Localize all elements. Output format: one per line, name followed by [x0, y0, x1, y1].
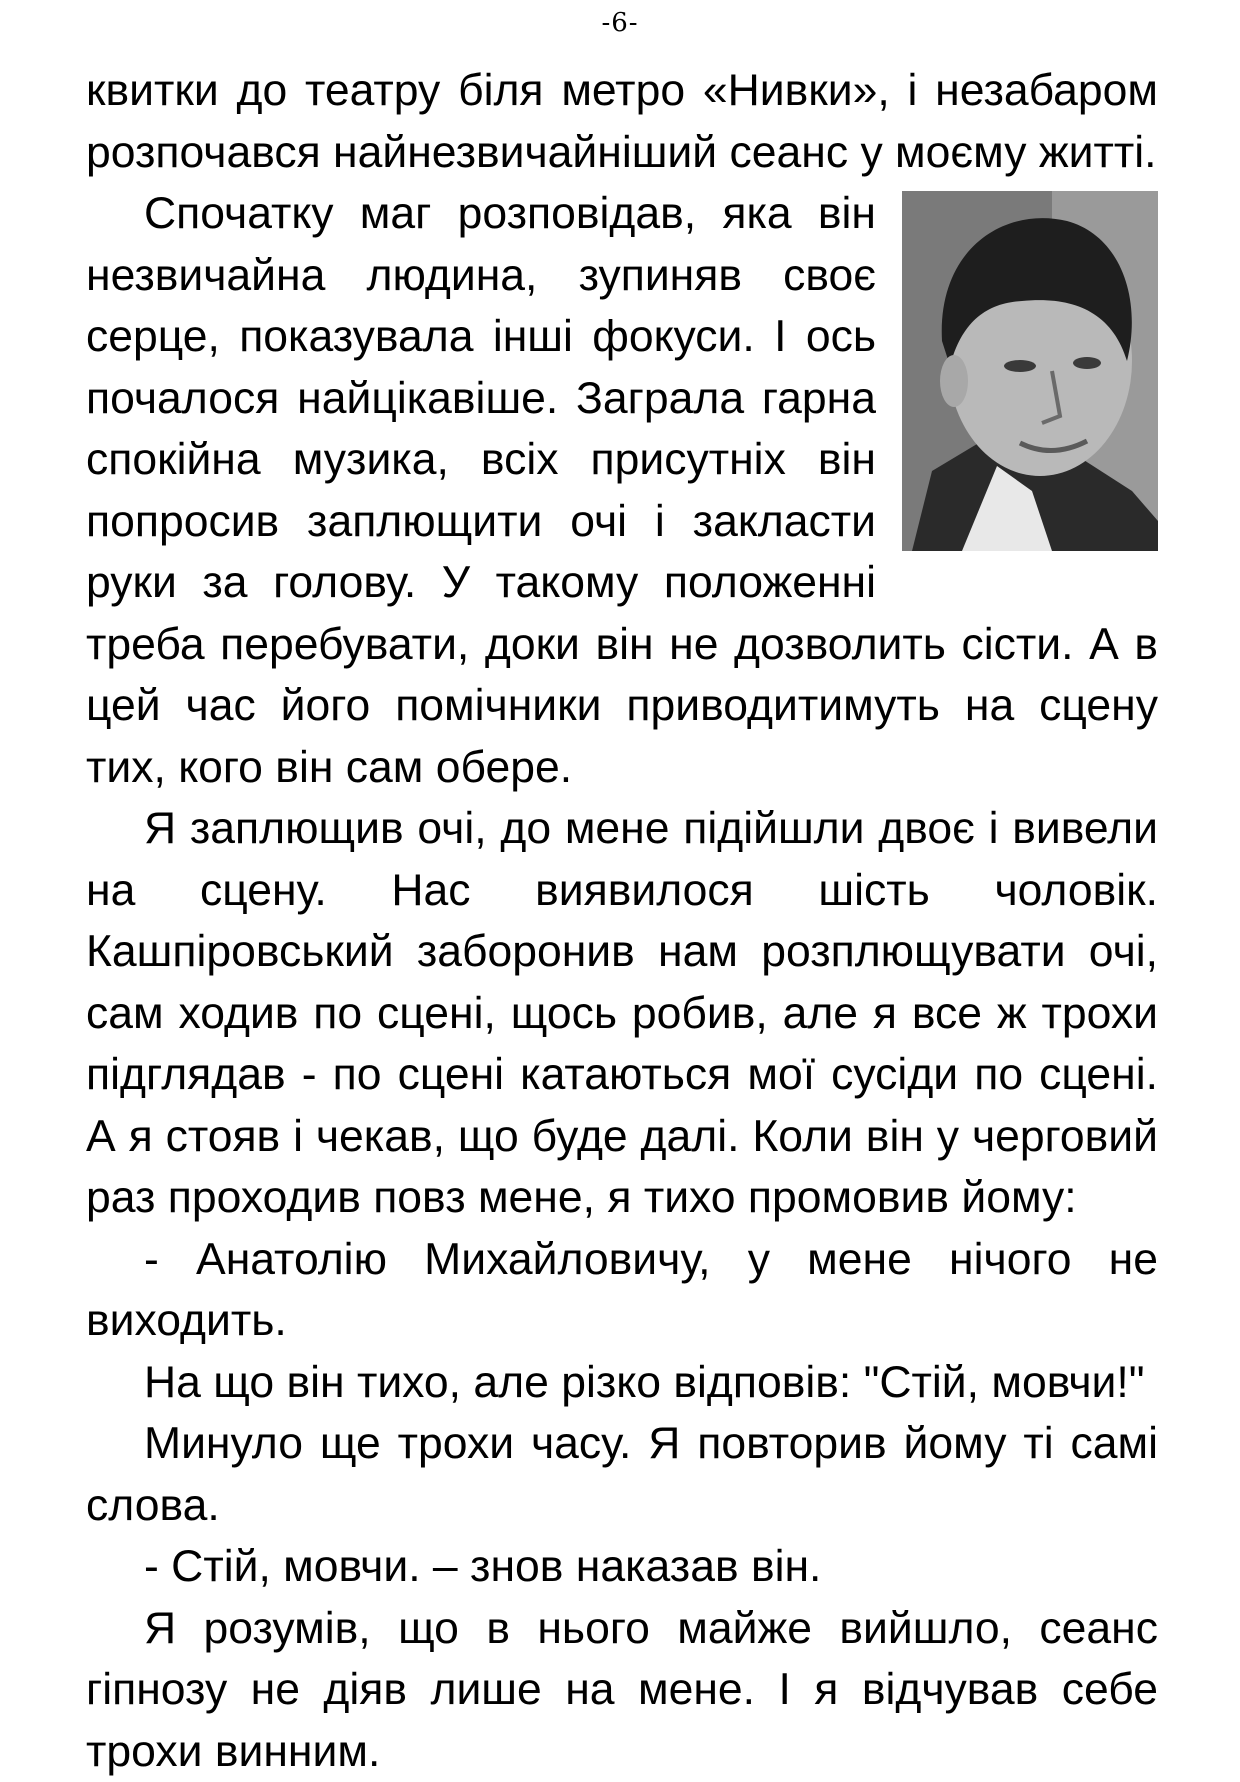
- paragraph: Я розумів, що в нього майже вийшло, сеанс гіпнозу не діяв лише на мене. І я відчував себе трохи винним.: [86, 1598, 1158, 1782]
- paragraph: Я заплющив очі, до мене підійшли двоє і вивели на сцену. Нас виявилося шість чоловік. Кашпіровський заборонив нам розплющувати очі, сам ходив по сцені, щось робив, але я все ж трохи підглядав - по сцені катаються мої сусіди по сцені. А я стояв і чекав, що буде далі. Коли він у черговий раз проходив повз мене, я тихо промовив йому:: [86, 798, 1158, 1229]
- paragraph: - Анатолію Михайловичу, у мене нічого не виходить.: [86, 1229, 1158, 1352]
- body-text: [86, 60, 1158, 1782]
- paragraph: На що він тихо, але різко відповів: "Стій, мовчи!": [86, 1352, 1158, 1414]
- paragraph: квитки до театру біля метро «Нивки», і незабаром розпочався найнезвичайніший сеанс у моєму житті.: [86, 60, 1158, 183]
- paragraph: - Стій, мовчи. – знов наказав він.: [86, 1536, 1158, 1598]
- paragraph-with-photo: [86, 183, 1158, 798]
- portrait-photo: [902, 191, 1158, 551]
- page-number: -6-: [0, 8, 1240, 38]
- paragraph: Минуло ще трохи часу. Я повторив йому ті самі слова.: [86, 1413, 1158, 1536]
- paragraph-text: Спочатку маг розповідав, яка він незвичайна людина, зупиняв своє серце, показувала інші фокуси. І ось почалося найцікавіше. Заграла гарна спокійна музика, всіх присутніх він попросив заплющити очі і закласти руки за голову. У такому положенні треба перебувати, доки він не дозволить сісти. А в цей час його помічники приводитимуть на сцену тих, кого він сам обере.: [86, 189, 1158, 792]
